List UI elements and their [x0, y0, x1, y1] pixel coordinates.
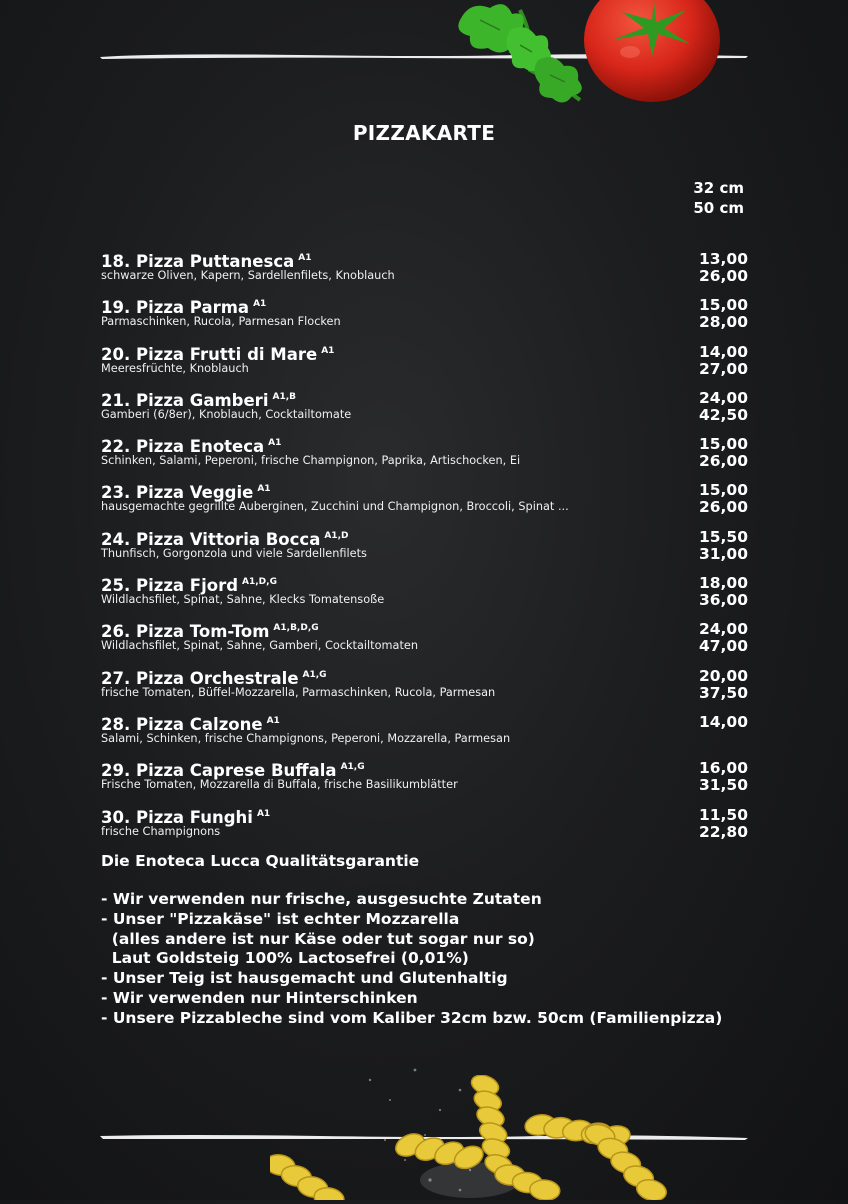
- allergen-codes: A1: [298, 253, 312, 263]
- price-32: 15,00: [698, 296, 748, 315]
- quality-guarantee: [101, 851, 761, 1029]
- size-50-label: 50 cm: [693, 199, 744, 217]
- item-name: 24. Pizza Vittoria Bocca: [101, 529, 321, 549]
- price-50: 31,00: [698, 544, 748, 563]
- allergen-codes: A1,B,D,G: [273, 623, 319, 634]
- quality-line: - Unsere Pizzableche sind vom Kaliber 32cm bzw. 50cm (Familienpizza): [101, 1008, 723, 1027]
- menu-item: [101, 479, 748, 525]
- quality-line: - Unser Teig ist hausgemacht und Glutenhaltig: [101, 969, 508, 988]
- item-name: 18. Pizza Puttanesca: [101, 252, 295, 271]
- item-description: Meeresfrüchte, Knoblauch: [101, 361, 249, 375]
- price-32: 16,00: [698, 759, 748, 778]
- price-32: 24,00: [698, 620, 748, 639]
- item-name: 19. Pizza Parma: [101, 298, 250, 318]
- menu-item: [101, 387, 748, 433]
- price-50: 47,00: [698, 637, 748, 656]
- item-name: 21. Pizza Gamberi: [101, 390, 269, 410]
- price-32: 15,00: [698, 481, 748, 500]
- item-name: 27. Pizza Orchestrale: [101, 668, 299, 688]
- menu-item: [101, 711, 748, 757]
- price-50: 26,00: [698, 498, 748, 517]
- price-32: 24,00: [698, 388, 748, 407]
- menu-item: [101, 757, 748, 803]
- menu-item: [101, 618, 748, 664]
- item-name: 26. Pizza Tom-Tom: [101, 622, 270, 642]
- price-32: 15,50: [698, 527, 748, 546]
- tomato-icon: [582, 0, 722, 104]
- item-name: 29. Pizza Caprese Buffala: [101, 761, 337, 781]
- quality-line: - Unser "Pizzakäse" ist echter Mozzarella: [101, 909, 460, 928]
- item-description: Wildlachsfilet, Spinat, Sahne, Klecks Tomatensoße: [101, 593, 385, 607]
- price-50: 31,50: [698, 776, 748, 795]
- menu-item: [101, 572, 748, 618]
- menu-item: [101, 526, 748, 572]
- pizza-menu-list: [101, 248, 748, 850]
- item-name: 23. Pizza Veggie: [101, 483, 254, 503]
- allergen-codes: A1,D,G: [242, 577, 277, 588]
- size-header: [693, 178, 744, 218]
- price-50: 26,00: [698, 267, 748, 285]
- allergen-codes: A1,D: [324, 530, 349, 541]
- allergen-codes: A1,G: [340, 762, 365, 773]
- item-description: Parmaschinken, Rucola, Parmesan Flocken: [101, 315, 341, 329]
- price-32: 14,00: [698, 342, 748, 361]
- menu-item: [101, 665, 748, 711]
- item-description: frische Champignons: [101, 824, 221, 838]
- quality-line: Laut Goldsteig 100% Lactosefrei (0,01%): [101, 949, 469, 968]
- item-name: 25. Pizza Fjord: [101, 576, 239, 596]
- item-name: 20. Pizza Frutti di Mare: [101, 344, 318, 364]
- item-description: Frische Tomaten, Mozzarella di Buffala, frische Basilikumblätter: [101, 778, 458, 792]
- allergen-codes: A1: [253, 299, 267, 310]
- allergen-codes: A1: [321, 345, 335, 356]
- item-description: Thunfisch, Gorgonzola und viele Sardellenfilets: [101, 546, 367, 560]
- item-description: Wildlachsfilet, Spinat, Sahne, Gamberi, Cocktailtomaten: [101, 639, 418, 653]
- item-description: Gamberi (6/8er), Knoblauch, Cocktailtomate: [101, 407, 352, 421]
- size-32-label: 32 cm: [693, 179, 744, 197]
- menu-item: [101, 341, 748, 387]
- quality-line: - Wir verwenden nur Hinterschinken: [101, 988, 418, 1007]
- price-50: 28,00: [698, 313, 748, 332]
- price-50: 27,00: [698, 359, 748, 378]
- pasta-icon: [270, 1075, 720, 1200]
- page-title: PIZZAKARTE: [352, 121, 496, 145]
- allergen-codes: A1: [266, 715, 280, 726]
- price-50: 22,80: [698, 822, 748, 841]
- price-32: 13,00: [698, 250, 748, 268]
- menu-item: [101, 248, 748, 294]
- price-50: 36,00: [698, 591, 748, 610]
- item-description: schwarze Oliven, Kapern, Sardellenfilets, Knoblauch: [101, 269, 395, 282]
- quality-line: (alles andere ist nur Käse oder tut sogar nur so): [101, 929, 535, 948]
- item-name: 30. Pizza Funghi: [101, 807, 253, 827]
- quality-line: - Wir verwenden nur frische, ausgesuchte Zutaten: [101, 890, 542, 908]
- price-50: 42,50: [698, 405, 748, 424]
- item-name: 28. Pizza Calzone: [101, 714, 263, 734]
- price-32: 11,50: [698, 805, 748, 824]
- item-description: Salami, Schinken, frische Champignons, Peperoni, Mozzarella, Parmesan: [101, 731, 511, 745]
- allergen-codes: A1,B: [272, 391, 296, 402]
- allergen-codes: A1: [256, 808, 271, 819]
- item-name: 22. Pizza Enoteca: [101, 437, 265, 457]
- price-32: 15,00: [698, 435, 748, 454]
- menu-item: [101, 294, 748, 340]
- allergen-codes: A1,G: [302, 669, 327, 680]
- item-description: Schinken, Salami, Peperoni, frische Champignon, Paprika, Artischocken, Ei: [101, 454, 521, 468]
- price-50: 26,00: [698, 452, 748, 471]
- allergen-codes: A1: [268, 438, 282, 449]
- item-description: frische Tomaten, Büffel-Mozzarella, Parmaschinken, Rucola, Parmesan: [101, 685, 496, 699]
- price-32: 14,00: [698, 712, 748, 731]
- price-50: 37,50: [698, 683, 748, 702]
- price-32: 20,00: [698, 666, 748, 685]
- quality-title: Die Enoteca Lucca Qualitätsgarantie: [101, 852, 420, 870]
- allergen-codes: A1: [257, 484, 271, 495]
- menu-item: [101, 433, 748, 479]
- price-32: 18,00: [698, 574, 748, 593]
- item-description: hausgemachte gegrillte Auberginen, Zucchini und Champignon, Broccoli, Spinat ...: [101, 500, 569, 514]
- menu-item: [101, 804, 748, 850]
